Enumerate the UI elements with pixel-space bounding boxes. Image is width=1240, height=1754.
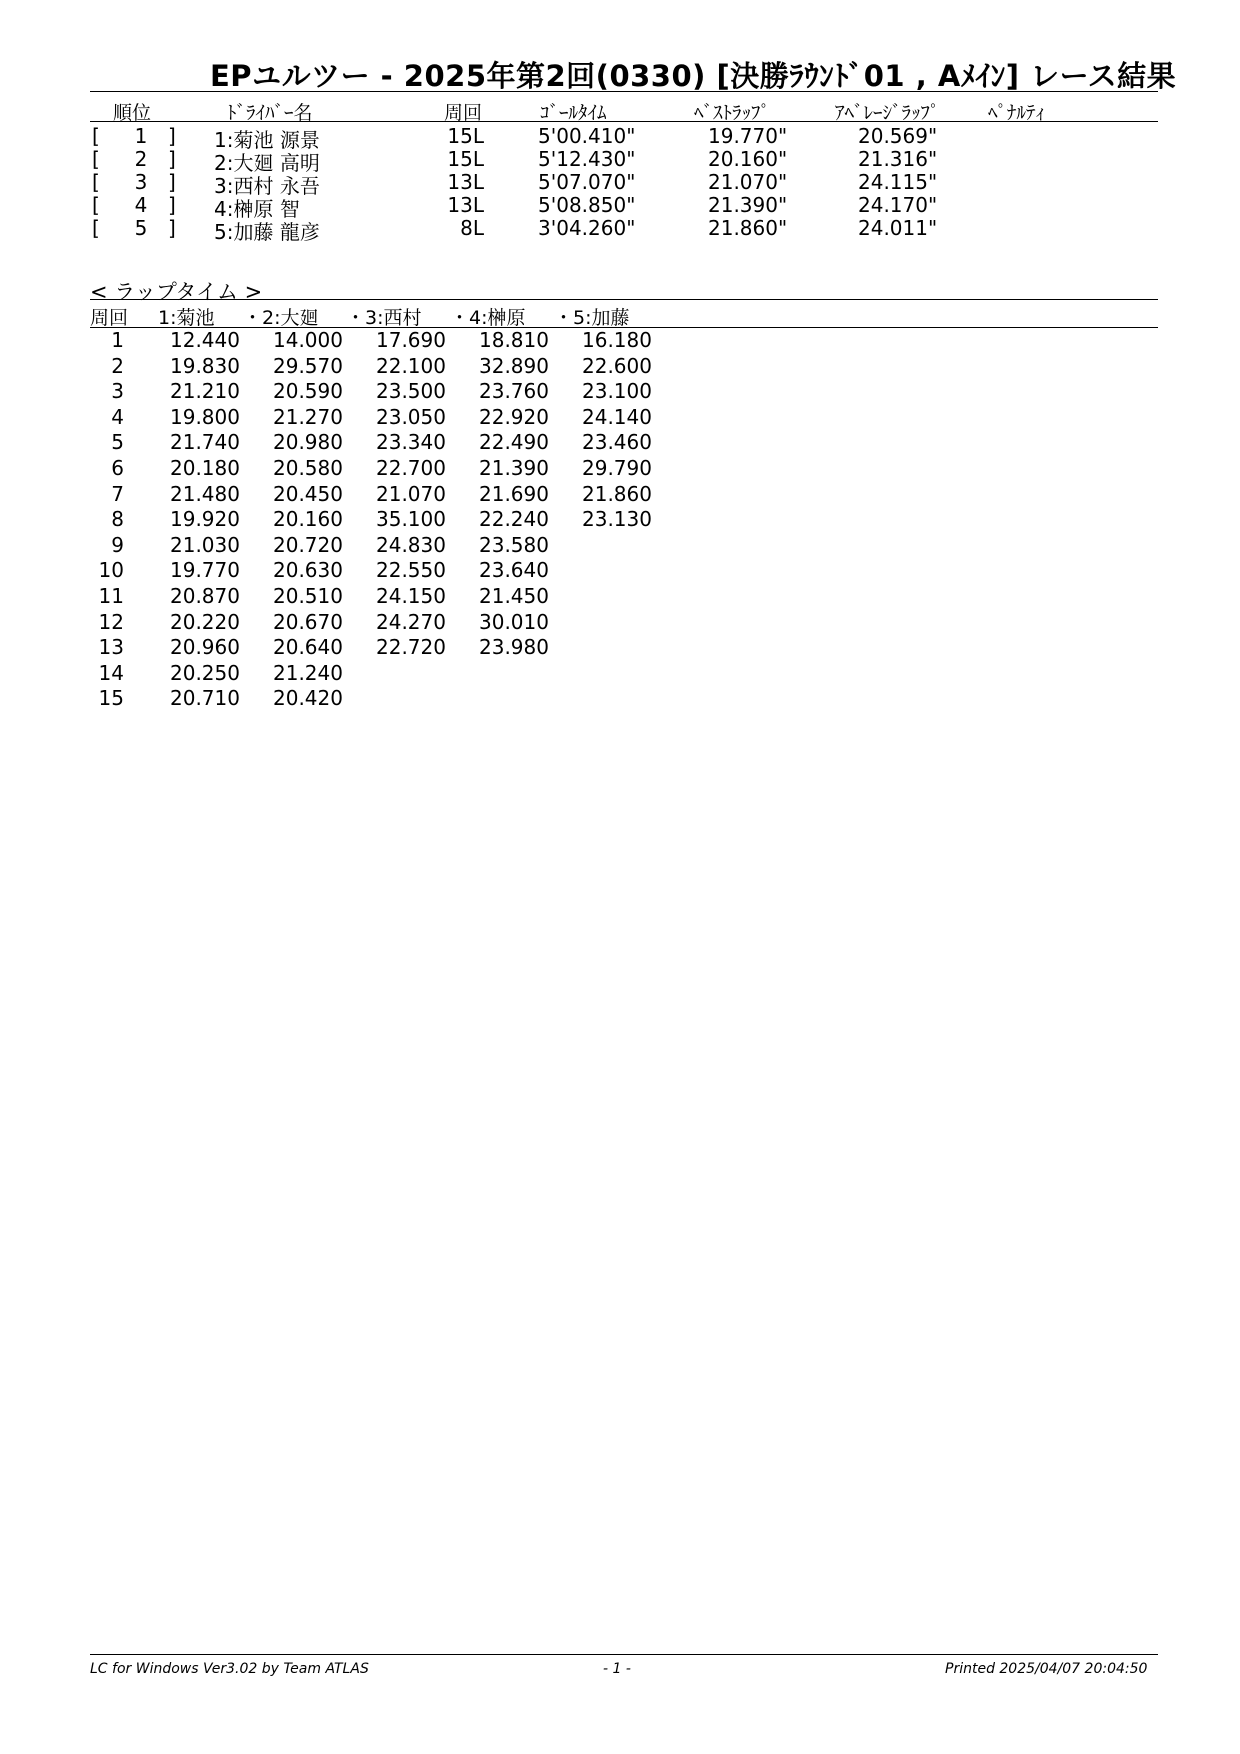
lap-section-title: < ラップタイム > (90, 280, 263, 304)
result-goal-time: 5'08.850" (538, 193, 636, 217)
result-bracket-close: ] (168, 124, 176, 148)
lap-time-driver-5: 24.140 (582, 405, 652, 429)
lap-number: 15 (98, 686, 124, 710)
result-best-lap: 21.070" (708, 170, 788, 194)
lap-time-driver-1: 21.740 (170, 430, 240, 454)
lap-number: 4 (111, 405, 124, 429)
lap-time-driver-5: 23.460 (582, 430, 652, 454)
lap-number: 14 (98, 661, 124, 685)
header-best-lap: ﾍﾞｽﾄﾗｯﾌﾟ (694, 102, 771, 124)
lap-header-driver-4: ・4:榊原 (450, 307, 526, 329)
lap-time-driver-4: 32.890 (479, 354, 549, 378)
lap-time-driver-5: 29.790 (582, 456, 652, 480)
header-average-lap: ｱﾍﾞﾚｰｼﾞﾗｯﾌﾟ (835, 102, 940, 124)
lap-time-driver-4: 21.450 (479, 584, 549, 608)
result-bracket-open: [ (92, 216, 100, 240)
header-laps: 周回 (444, 102, 483, 124)
lap-time-driver-1: 12.440 (170, 328, 240, 352)
lap-time-driver-3: 17.690 (376, 328, 446, 352)
result-driver: 2:大廻 高明 (214, 151, 320, 175)
lap-time-driver-3: 23.340 (376, 430, 446, 454)
result-rank: 5 (134, 216, 148, 240)
lap-time-driver-3: 22.550 (376, 558, 446, 582)
lap-time-driver-2: 20.580 (273, 456, 343, 480)
result-laps: 13L (447, 193, 484, 217)
lap-time-driver-3: 24.830 (376, 533, 446, 557)
footer-right: Printed 2025/04/07 20:04:50 (945, 1661, 1148, 1677)
title-rule (90, 91, 1158, 92)
lap-time-driver-2: 14.000 (273, 328, 343, 352)
lap-time-driver-5: 21.860 (582, 482, 652, 506)
lap-number: 13 (98, 635, 124, 659)
result-goal-time: 5'07.070" (538, 170, 636, 194)
lap-time-driver-2: 21.240 (273, 661, 343, 685)
result-driver: 5:加藤 龍彦 (214, 220, 320, 244)
lap-header-lap: 周回 (90, 307, 129, 329)
lap-time-driver-4: 21.390 (479, 456, 549, 480)
lap-time-driver-1: 19.920 (170, 507, 240, 531)
lap-time-driver-2: 20.630 (273, 558, 343, 582)
lap-time-driver-4: 23.760 (479, 379, 549, 403)
lap-time-driver-2: 20.670 (273, 610, 343, 634)
lap-time-driver-2: 20.590 (273, 379, 343, 403)
lap-title-rule (90, 299, 1158, 300)
result-driver: 3:西村 永吾 (214, 174, 320, 198)
result-average-lap: 24.115" (858, 170, 938, 194)
result-bracket-close: ] (168, 193, 176, 217)
lap-time-driver-3: 23.050 (376, 405, 446, 429)
lap-number: 5 (111, 430, 124, 454)
header-penalty: ﾍﾟﾅﾙﾃｨ (988, 102, 1046, 124)
lap-number: 3 (111, 379, 124, 403)
lap-time-driver-4: 23.640 (479, 558, 549, 582)
lap-time-driver-1: 21.210 (170, 379, 240, 403)
lap-time-driver-2: 20.720 (273, 533, 343, 557)
lap-time-driver-3: 21.070 (376, 482, 446, 506)
result-best-lap: 19.770" (708, 124, 788, 148)
result-driver: 1:菊池 源景 (214, 128, 320, 152)
lap-number: 10 (98, 558, 124, 582)
lap-time-driver-4: 22.920 (479, 405, 549, 429)
lap-time-driver-3: 35.100 (376, 507, 446, 531)
lap-time-driver-3: 23.500 (376, 379, 446, 403)
lap-time-driver-3: 24.150 (376, 584, 446, 608)
result-laps: 15L (447, 124, 484, 148)
result-bracket-open: [ (92, 124, 100, 148)
lap-time-driver-5: 22.600 (582, 354, 652, 378)
lap-time-driver-4: 21.690 (479, 482, 549, 506)
lap-time-driver-3: 24.270 (376, 610, 446, 634)
lap-number: 1 (111, 328, 124, 352)
result-average-lap: 21.316" (858, 147, 938, 171)
lap-time-driver-5: 23.100 (582, 379, 652, 403)
lap-header-driver-5: ・5:加藤 (554, 307, 630, 329)
lap-time-driver-4: 23.980 (479, 635, 549, 659)
lap-time-driver-4: 22.240 (479, 507, 549, 531)
header-rank: 順位 (113, 102, 152, 124)
result-laps: 8L (460, 216, 484, 240)
lap-time-driver-3: 22.100 (376, 354, 446, 378)
lap-time-driver-2: 20.420 (273, 686, 343, 710)
result-best-lap: 20.160" (708, 147, 788, 171)
lap-header-driver-3: ・3:西村 (346, 307, 422, 329)
lap-time-driver-1: 20.220 (170, 610, 240, 634)
lap-time-driver-1: 20.710 (170, 686, 240, 710)
result-bracket-close: ] (168, 216, 176, 240)
result-laps: 15L (447, 147, 484, 171)
result-bracket-open: [ (92, 193, 100, 217)
result-bracket-close: ] (168, 170, 176, 194)
lap-time-driver-5: 16.180 (582, 328, 652, 352)
lap-time-driver-1: 19.800 (170, 405, 240, 429)
lap-time-driver-2: 20.980 (273, 430, 343, 454)
result-best-lap: 21.860" (708, 216, 788, 240)
results-header-rule (90, 121, 1158, 122)
footer-rule (90, 1654, 1158, 1655)
result-rank: 3 (134, 170, 148, 194)
lap-time-driver-1: 19.770 (170, 558, 240, 582)
lap-number: 12 (98, 610, 124, 634)
lap-number: 7 (111, 482, 124, 506)
lap-number: 11 (98, 584, 124, 608)
lap-time-driver-1: 21.030 (170, 533, 240, 557)
lap-time-driver-2: 20.510 (273, 584, 343, 608)
result-laps: 13L (447, 170, 484, 194)
result-driver: 4:榊原 智 (214, 197, 300, 221)
lap-header-driver-2: ・2:大廻 (243, 307, 319, 329)
lap-time-driver-3: 22.720 (376, 635, 446, 659)
lap-time-driver-4: 18.810 (479, 328, 549, 352)
lap-number: 2 (111, 354, 124, 378)
footer-page-number: - 1 - (603, 1661, 631, 1677)
lap-time-driver-1: 20.960 (170, 635, 240, 659)
result-goal-time: 3'04.260" (538, 216, 636, 240)
result-goal-time: 5'12.430" (538, 147, 636, 171)
result-rank: 2 (134, 147, 148, 171)
result-average-lap: 24.170" (858, 193, 938, 217)
lap-time-driver-2: 21.270 (273, 405, 343, 429)
lap-time-driver-5: 23.130 (582, 507, 652, 531)
result-bracket-open: [ (92, 170, 100, 194)
lap-number: 8 (111, 507, 124, 531)
lap-time-driver-4: 23.580 (479, 533, 549, 557)
lap-time-driver-1: 19.830 (170, 354, 240, 378)
lap-time-driver-2: 20.160 (273, 507, 343, 531)
result-average-lap: 20.569" (858, 124, 938, 148)
result-bracket-open: [ (92, 147, 100, 171)
lap-time-driver-2: 20.450 (273, 482, 343, 506)
lap-header-driver-1: 1:菊池 (158, 307, 215, 329)
lap-time-driver-1: 20.250 (170, 661, 240, 685)
lap-time-driver-4: 30.010 (479, 610, 549, 634)
lap-time-driver-2: 29.570 (273, 354, 343, 378)
result-average-lap: 24.011" (858, 216, 938, 240)
result-bracket-close: ] (168, 147, 176, 171)
header-driver: ﾄﾞﾗｲﾊﾞｰ名 (227, 102, 313, 124)
lap-time-driver-1: 21.480 (170, 482, 240, 506)
result-rank: 4 (134, 193, 148, 217)
lap-time-driver-4: 22.490 (479, 430, 549, 454)
header-goal-time: ｺﾞｰﾙﾀｲﾑ (540, 102, 607, 124)
result-best-lap: 21.390" (708, 193, 788, 217)
lap-number: 9 (111, 533, 124, 557)
lap-number: 6 (111, 456, 124, 480)
lap-time-driver-3: 22.700 (376, 456, 446, 480)
page-title: EPユルツー - 2025年第2回(0330) [決勝ﾗｳﾝﾄﾞ01 , Aﾒｲﾝ] レース結果 (210, 59, 1177, 93)
result-rank: 1 (134, 124, 148, 148)
footer-left: LC for Windows Ver3.02 by Team ATLAS (90, 1661, 369, 1677)
lap-time-driver-2: 20.640 (273, 635, 343, 659)
result-goal-time: 5'00.410" (538, 124, 636, 148)
lap-time-driver-1: 20.870 (170, 584, 240, 608)
lap-time-driver-1: 20.180 (170, 456, 240, 480)
